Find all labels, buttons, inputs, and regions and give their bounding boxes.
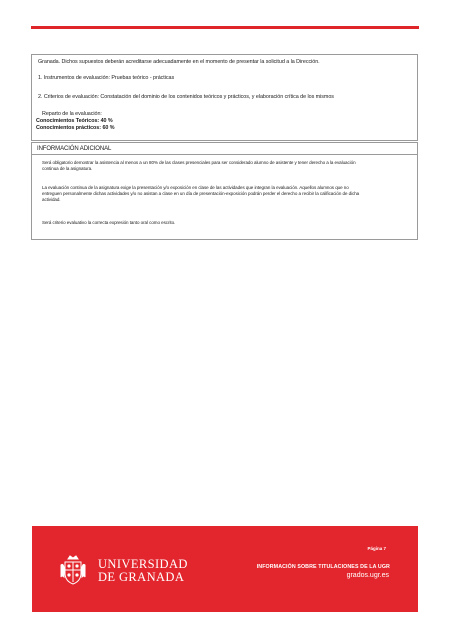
text-report-label: Reparto de la evaluación: xyxy=(42,111,102,117)
para3: Será criterio evaluativo la correcta expresión tanto oral como escrito. xyxy=(42,220,176,225)
degrees-info-title: INFORMACIÓN SOBRE TITULACIONES DE LA UGR xyxy=(256,564,390,570)
footer-banner xyxy=(32,526,418,612)
para2-line3: actividad. xyxy=(42,197,61,202)
university-name-line2: DE GRANADA xyxy=(98,570,185,584)
text-theory-weight: Conocimientos Teóricos: 40 % xyxy=(36,118,113,124)
para2-line2: entreguen personalmente dichas actividades y/o no asistan a clase en un día de presentación-exposición podrán perder el derecho a recibir la calificación de dicha xyxy=(42,191,360,196)
text-practice-weight: Conocimientos prácticos: 60 % xyxy=(36,125,115,131)
para1-line1: Será obligatorio demostrar la asistencia al menos a un 80% de las clases presenciales para ser considerado alumno de asistente y tener derecho a la evaluación xyxy=(42,160,356,165)
page-number: Página 7 xyxy=(367,546,386,551)
section-title-additional-info: INFORMACIÓN ADICIONAL xyxy=(32,143,417,155)
additional-info-section xyxy=(31,142,418,240)
text-criteria: 2. Criterios de evaluación: Constatación del dominio de los contenidos teóricos y prácticos, y elaboración crítica de los mismos xyxy=(38,94,334,100)
text-granada: Granada. Dichos supuestos deberán acreditarse adecuadamente en el momento de presentar la solicitud a la Dirección. xyxy=(38,59,320,65)
university-name-line1: UNIVERSIDAD xyxy=(98,557,188,571)
top-red-rule xyxy=(31,26,419,29)
para2-line1: La evaluación continua de la asignatura exige la presentación y/o exposición en clase de las actividades que integran la evaluación. Aquellos alumnos que no xyxy=(42,185,349,190)
university-crest-icon xyxy=(60,555,86,585)
degrees-url-link[interactable]: grados.ugr.es xyxy=(346,572,389,579)
evaluation-section xyxy=(31,54,418,141)
text-instruments: 1. Instrumentos de evaluación: Pruebas teórico - prácticas xyxy=(38,75,175,81)
para1-line2: continua de la asignatura. xyxy=(42,166,93,171)
